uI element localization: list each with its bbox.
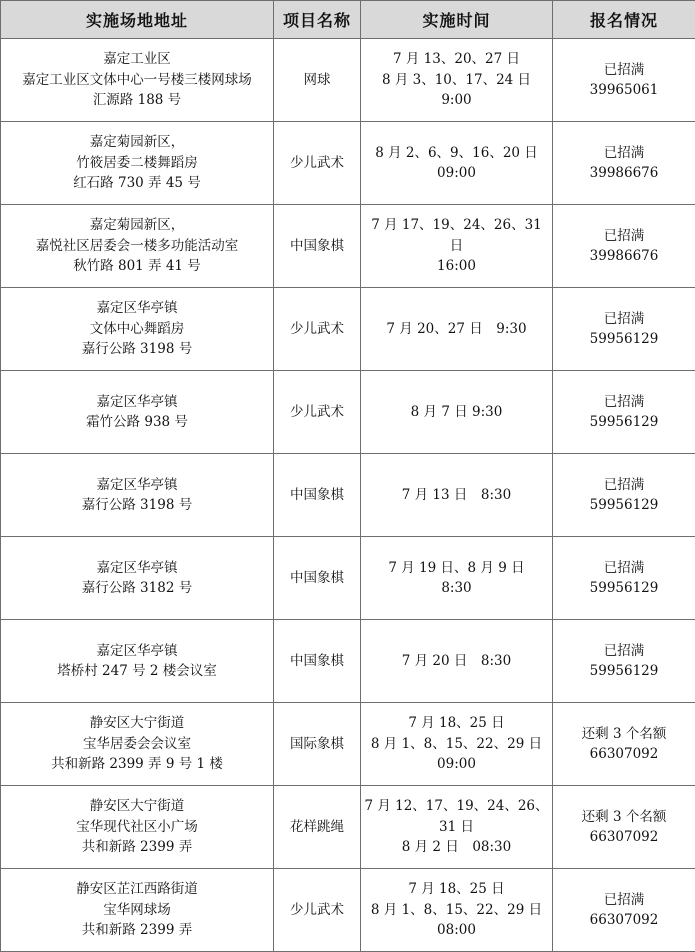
project-cell [274, 39, 361, 122]
status-line: 还剩 3 个名额 [555, 807, 693, 828]
project-name: 少儿武术 [276, 900, 358, 921]
address-cell [1, 205, 274, 288]
project-name: 花样跳绳 [276, 817, 358, 838]
project-cell [274, 122, 361, 205]
time-cell [361, 620, 553, 703]
address-line: 嘉定工业区 [3, 49, 271, 70]
status-line: 59956129 [555, 661, 693, 682]
address-cell [1, 39, 274, 122]
address-line: 嘉行公路 3182 号 [3, 578, 271, 599]
time-line: 8 月 7 日 9:30 [363, 402, 550, 423]
time-cell [361, 537, 553, 620]
address-line: 嘉定工业区文体中心一号楼三楼网球场 [3, 70, 271, 91]
address-cell [1, 869, 274, 952]
status-cell [553, 39, 695, 122]
address-line: 静安区大宁街道 [3, 796, 271, 817]
status-cell [553, 620, 695, 703]
time-line: 31 日 [363, 817, 550, 838]
status-cell [553, 288, 695, 371]
project-name: 少儿武术 [276, 319, 358, 340]
project-name: 中国象棋 [276, 568, 358, 589]
status-line: 59956129 [555, 329, 693, 350]
header-project: 项目名称 [274, 1, 361, 39]
project-cell [274, 205, 361, 288]
project-name: 网球 [276, 70, 358, 91]
status-line: 已招满 [555, 890, 693, 911]
address-line: 静安区大宁街道 [3, 713, 271, 734]
time-cell [361, 786, 553, 869]
time-line: 7 月 17、19、24、26、31 日 [363, 215, 550, 256]
table-row [1, 786, 695, 869]
status-line: 59956129 [555, 578, 693, 599]
project-cell [274, 288, 361, 371]
status-line: 66307092 [555, 827, 693, 848]
time-line: 9:00 [363, 90, 550, 111]
address-line: 嘉定区华亭镇 [3, 641, 271, 662]
address-cell [1, 703, 274, 786]
address-line: 宝华居委会会议室 [3, 734, 271, 755]
time-line: 7 月 12、17、19、24、26、 [363, 796, 550, 817]
status-line: 已招满 [555, 392, 693, 413]
time-line: 7 月 18、25 日 [363, 713, 550, 734]
project-cell [274, 869, 361, 952]
address-cell [1, 288, 274, 371]
time-cell [361, 122, 553, 205]
address-line: 嘉悦社区居委会一楼多功能活动室 [3, 236, 271, 257]
address-line: 嘉行公路 3198 号 [3, 495, 271, 516]
time-cell [361, 703, 553, 786]
status-line: 59956129 [555, 495, 693, 516]
header-address: 实施场地地址 [1, 1, 274, 39]
status-line: 还剩 3 个名额 [555, 724, 693, 745]
status-cell [553, 786, 695, 869]
time-cell [361, 371, 553, 454]
time-cell [361, 869, 553, 952]
time-cell [361, 39, 553, 122]
time-line: 8:30 [363, 578, 550, 599]
address-line: 塔桥村 247 号 2 楼会议室 [3, 661, 271, 682]
time-line: 8 月 1、8、15、22、29 日 [363, 734, 550, 755]
status-cell [553, 703, 695, 786]
time-line: 09:00 [363, 754, 550, 775]
table-row [1, 703, 695, 786]
project-name: 中国象棋 [276, 485, 358, 506]
status-line: 已招满 [555, 226, 693, 247]
table-header-row [1, 1, 695, 39]
project-cell [274, 537, 361, 620]
status-cell [553, 454, 695, 537]
address-line: 宝华网球场 [3, 900, 271, 921]
table-row [1, 454, 695, 537]
address-line: 嘉定菊园新区， [3, 132, 271, 153]
address-line: 嘉定区华亭镇 [3, 475, 271, 496]
status-cell [553, 205, 695, 288]
time-line: 7 月 13、20、27 日 [363, 49, 550, 70]
address-cell [1, 454, 274, 537]
project-name: 国际象棋 [276, 734, 358, 755]
time-line: 09:00 [363, 163, 550, 184]
address-line: 共和新路 2399 弄 [3, 920, 271, 941]
table-row [1, 620, 695, 703]
status-line: 已招满 [555, 60, 693, 81]
project-cell [274, 703, 361, 786]
address-line: 嘉行公路 3198 号 [3, 339, 271, 360]
status-line: 已招满 [555, 641, 693, 662]
status-cell [553, 869, 695, 952]
time-line: 8 月 1、8、15、22、29 日 [363, 900, 550, 921]
time-line: 16:00 [363, 256, 550, 277]
address-line: 红石路 730 弄 45 号 [3, 173, 271, 194]
address-line: 秋竹路 801 弄 41 号 [3, 256, 271, 277]
status-line: 66307092 [555, 910, 693, 931]
status-line: 已招满 [555, 143, 693, 164]
time-cell [361, 454, 553, 537]
time-line: 8 月 2 日 08:30 [363, 837, 550, 858]
address-cell [1, 122, 274, 205]
table-row [1, 39, 695, 122]
address-cell [1, 537, 274, 620]
address-line: 嘉定区华亭镇 [3, 558, 271, 579]
address-line: 嘉定区华亭镇 [3, 392, 271, 413]
status-cell [553, 537, 695, 620]
address-line: 汇源路 188 号 [3, 90, 271, 111]
table-row [1, 205, 695, 288]
status-cell [553, 122, 695, 205]
project-cell [274, 371, 361, 454]
status-line: 已招满 [555, 475, 693, 496]
header-status: 报名情况 [553, 1, 695, 39]
time-line: 7 月 20 日 8:30 [363, 651, 550, 672]
status-line: 59956129 [555, 412, 693, 433]
address-cell [1, 371, 274, 454]
time-line: 08:00 [363, 920, 550, 941]
address-line: 共和新路 2399 弄 [3, 837, 271, 858]
status-line: 已招满 [555, 309, 693, 330]
address-line: 宝华现代社区小广场 [3, 817, 271, 838]
project-name: 中国象棋 [276, 236, 358, 257]
project-name: 少儿武术 [276, 402, 358, 423]
address-line: 共和新路 2399 弄 9 号 1 楼 [3, 754, 271, 775]
status-cell [553, 371, 695, 454]
status-line: 39986676 [555, 163, 693, 184]
address-line: 嘉定区华亭镇 [3, 298, 271, 319]
address-cell [1, 620, 274, 703]
time-line: 8 月 2、6、9、16、20 日 [363, 143, 550, 164]
address-line: 霜竹公路 938 号 [3, 412, 271, 433]
table-row [1, 288, 695, 371]
time-cell [361, 288, 553, 371]
address-line: 竹筱居委二楼舞蹈房 [3, 153, 271, 174]
address-line: 静安区芷江西路街道 [3, 879, 271, 900]
project-name: 中国象棋 [276, 651, 358, 672]
project-cell [274, 786, 361, 869]
status-line: 66307092 [555, 744, 693, 765]
table-row [1, 122, 695, 205]
table-row [1, 537, 695, 620]
status-line: 已招满 [555, 558, 693, 579]
header-time: 实施时间 [361, 1, 553, 39]
time-line: 7 月 18、25 日 [363, 879, 550, 900]
time-line: 8 月 3、10、17、24 日 [363, 70, 550, 91]
time-line: 7 月 19 日、8 月 9 日 [363, 558, 550, 579]
project-cell [274, 454, 361, 537]
table-row [1, 371, 695, 454]
time-line: 7 月 20、27 日 9:30 [363, 319, 550, 340]
table-row [1, 869, 695, 952]
address-cell [1, 786, 274, 869]
address-line: 文体中心舞蹈房 [3, 319, 271, 340]
table-body [1, 39, 695, 952]
address-line: 嘉定菊园新区， [3, 215, 271, 236]
project-cell [274, 620, 361, 703]
status-line: 39965061 [555, 80, 693, 101]
status-line: 39986676 [555, 246, 693, 267]
project-name: 少儿武术 [276, 153, 358, 174]
time-cell [361, 205, 553, 288]
time-line: 7 月 13 日 8:30 [363, 485, 550, 506]
